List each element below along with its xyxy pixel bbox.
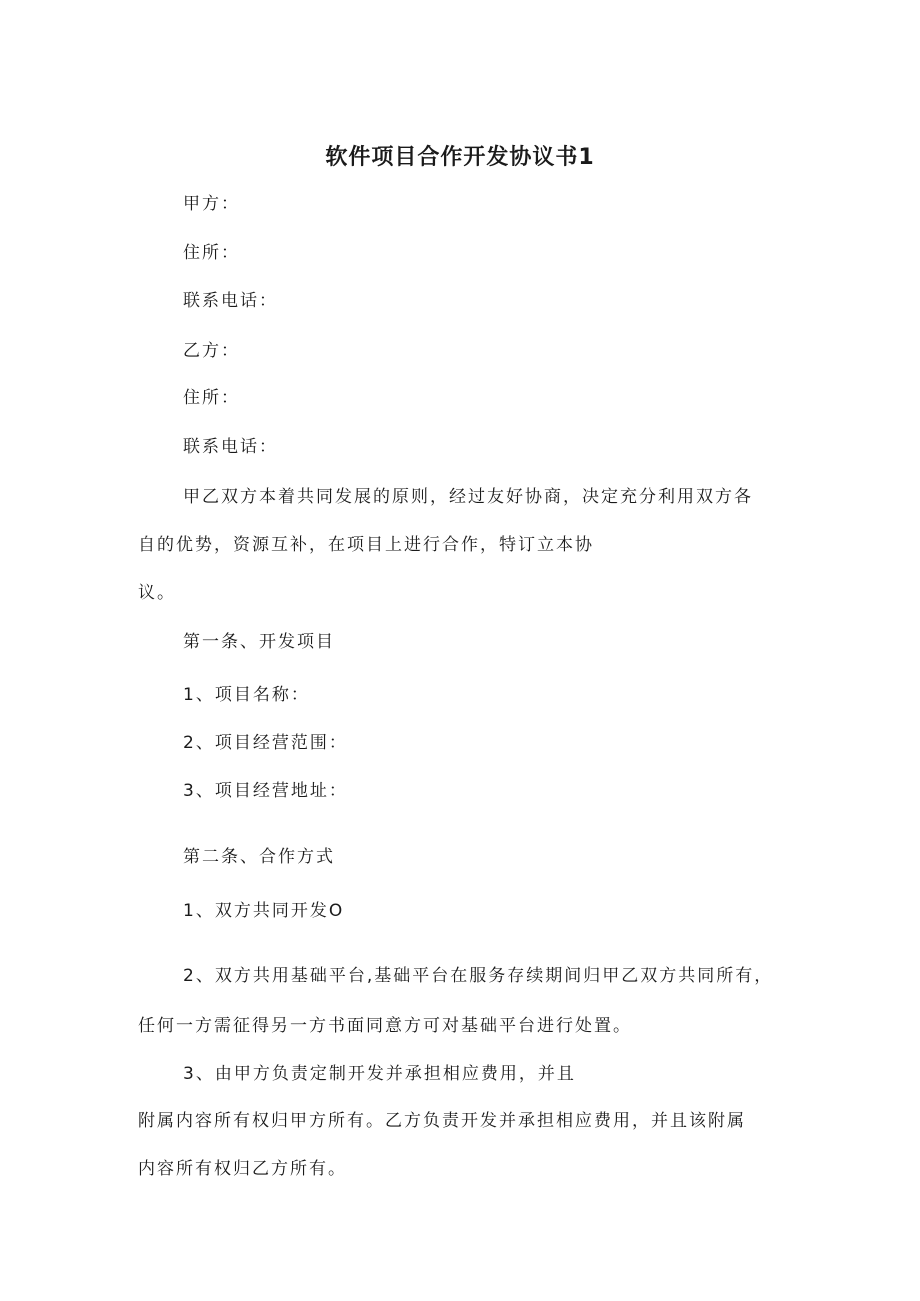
party-a-address-label: 住所： <box>183 243 240 263</box>
party-b-address-label: 住所： <box>183 388 240 408</box>
article2-item-continuation: 任何一方需征得另一方书面同意方可对基础平台进行处置。 <box>138 1016 632 1036</box>
article2-item: 3、由甲方负责定制开发并承担相应费用，并且 <box>183 1064 576 1084</box>
party-a-name-label: 甲方： <box>183 194 240 214</box>
article2-item-continuation: 附属内容所有权归甲方所有。乙方负责开发并承担相应费用，并且该附属 <box>138 1111 746 1131</box>
article1-item: 1、项目名称： <box>183 685 310 705</box>
article1-item: 3、项目经营地址： <box>183 781 348 801</box>
party-b-phone-label: 联系电话： <box>183 437 278 457</box>
article2-item: 1、双方共同开发O <box>183 901 345 921</box>
article2-item: 2、双方共用基础平台,基础平台在服务存续期间归甲乙双方共同所有， <box>183 966 774 986</box>
preamble-line: 自的优势，资源互补，在项目上进行合作，特订立本协 <box>138 535 594 555</box>
article2-item-continuation: 内容所有权归乙方所有。 <box>138 1159 347 1179</box>
party-b-name-label: 乙方： <box>183 341 240 361</box>
article1-heading: 第一条、开发项目 <box>183 632 335 652</box>
article1-item: 2、项目经营范围： <box>183 733 348 753</box>
party-a-phone-label: 联系电话： <box>183 291 278 311</box>
preamble-line: 甲乙双方本着共同发展的原则，经过友好协商，决定充分利用双方各 <box>183 487 753 507</box>
document-title: 软件项目合作开发协议书1 <box>325 145 595 170</box>
article2-heading: 第二条、合作方式 <box>183 847 335 867</box>
preamble-line: 议。 <box>138 583 176 603</box>
